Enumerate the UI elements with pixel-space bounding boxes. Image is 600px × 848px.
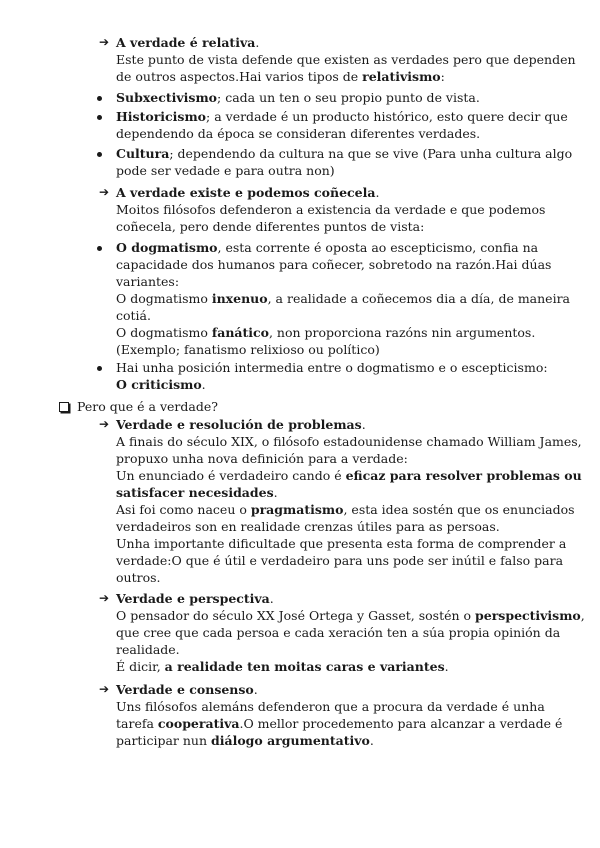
section-heading: Verdade e resolución de problemas. xyxy=(116,417,366,432)
section-heading: A verdade existe e podemos coñecela. xyxy=(116,185,380,200)
paragraph-line: de outros aspectos.Hai varios tipos de relativismo: xyxy=(116,69,445,84)
bullet-dot-icon xyxy=(97,152,102,157)
question-line: Pero que é a verdade? xyxy=(77,399,218,414)
bullet-dot-icon xyxy=(97,115,102,120)
section-consenso: Verdade e consenso. Uns filósofos alemáns defenderon que a procura da verdade é unha tarefa cooperativa.O mellor procedemento para alcanzar a verdade é participar nun diálogo argumentativo. xyxy=(116,682,563,748)
section-existe: A verdade existe e podemos coñecela. Moitos filósofos defenderon a existencia da verdade e que podemos coñecela, pero dende diferentes puntos de vista: xyxy=(116,185,546,234)
bullet-dot-icon xyxy=(97,366,102,371)
arrow-bullet-icon: ➔ xyxy=(99,185,110,199)
arrow-bullet-icon: ➔ xyxy=(99,591,110,605)
list-item: Hai unha posición intermedia entre o dogmatismo e o escepticismo: O criticismo. xyxy=(116,360,548,392)
arrow-bullet-icon: ➔ xyxy=(99,417,110,431)
section-perspectiva: Verdade e perspectiva. O pensador do século XX José Ortega y Gasset, sostén o perspectivismo, que cree que cada persoa e cada xeración ten a súa propia opinión da realidade. É dicir, a realidade ten moitas caras e variantes. xyxy=(116,591,585,674)
list-item: Subxectivismo; cada un ten o seu propio punto de vista. xyxy=(116,90,480,105)
arrow-bullet-icon: ➔ xyxy=(99,35,110,49)
paragraph-line: Este punto de vista defende que existen as verdades pero que dependen xyxy=(116,52,576,67)
list-item: Historicismo; a verdade é un producto histórico, esto quere decir que dependendo da época se consideran diferentes verdades. xyxy=(116,109,568,141)
list-item: O dogmatismo, esta corrente é oposta ao escepticismo, confia na capacidade dos humanos para coñecer, sobretodo na razón.Hai dúas variantes: O dogmatismo inxenuo, a realidade a coñecemos dia a día, de maneira cotiá. O dogmatismo fanático, non proporciona razóns nin argumentos. (Exemplo; fanatismo relixioso ou político) xyxy=(116,240,570,357)
checkbox-bullet-icon xyxy=(59,402,69,412)
section-resolucion: Verdade e resolución de problemas. A finais do século XIX, o filósofo estadounidense chamado William James, propuxo unha nova definición para a verdade: Un enunciado é verdadeiro cando é eficaz para resolver problemas ou satisfacer necesidades. Asi foi como naceu o pragmatismo, esta idea sostén que os enunciados verdadeiros son en realidade crenzas útiles para as persoas. Unha importante dificultade que presenta esta forma de comprender a verdade:O que é útil e verdadeiro para uns pode ser inútil e falso para outros. xyxy=(116,417,582,585)
bullet-dot-icon xyxy=(97,96,102,101)
section-heading: Verdade e perspectiva. xyxy=(116,591,274,606)
bullet-dot-icon xyxy=(97,246,102,251)
section-relativa xyxy=(116,34,576,85)
arrow-bullet-icon: ➔ xyxy=(99,682,110,696)
list-item: Cultura; dependendo da cultura na que se vive (Para unha cultura algo pode ser vedade e para outra non) xyxy=(116,146,573,178)
section-heading: Verdade e consenso. xyxy=(116,682,258,697)
section-heading: A verdade é relativa. xyxy=(116,35,260,50)
